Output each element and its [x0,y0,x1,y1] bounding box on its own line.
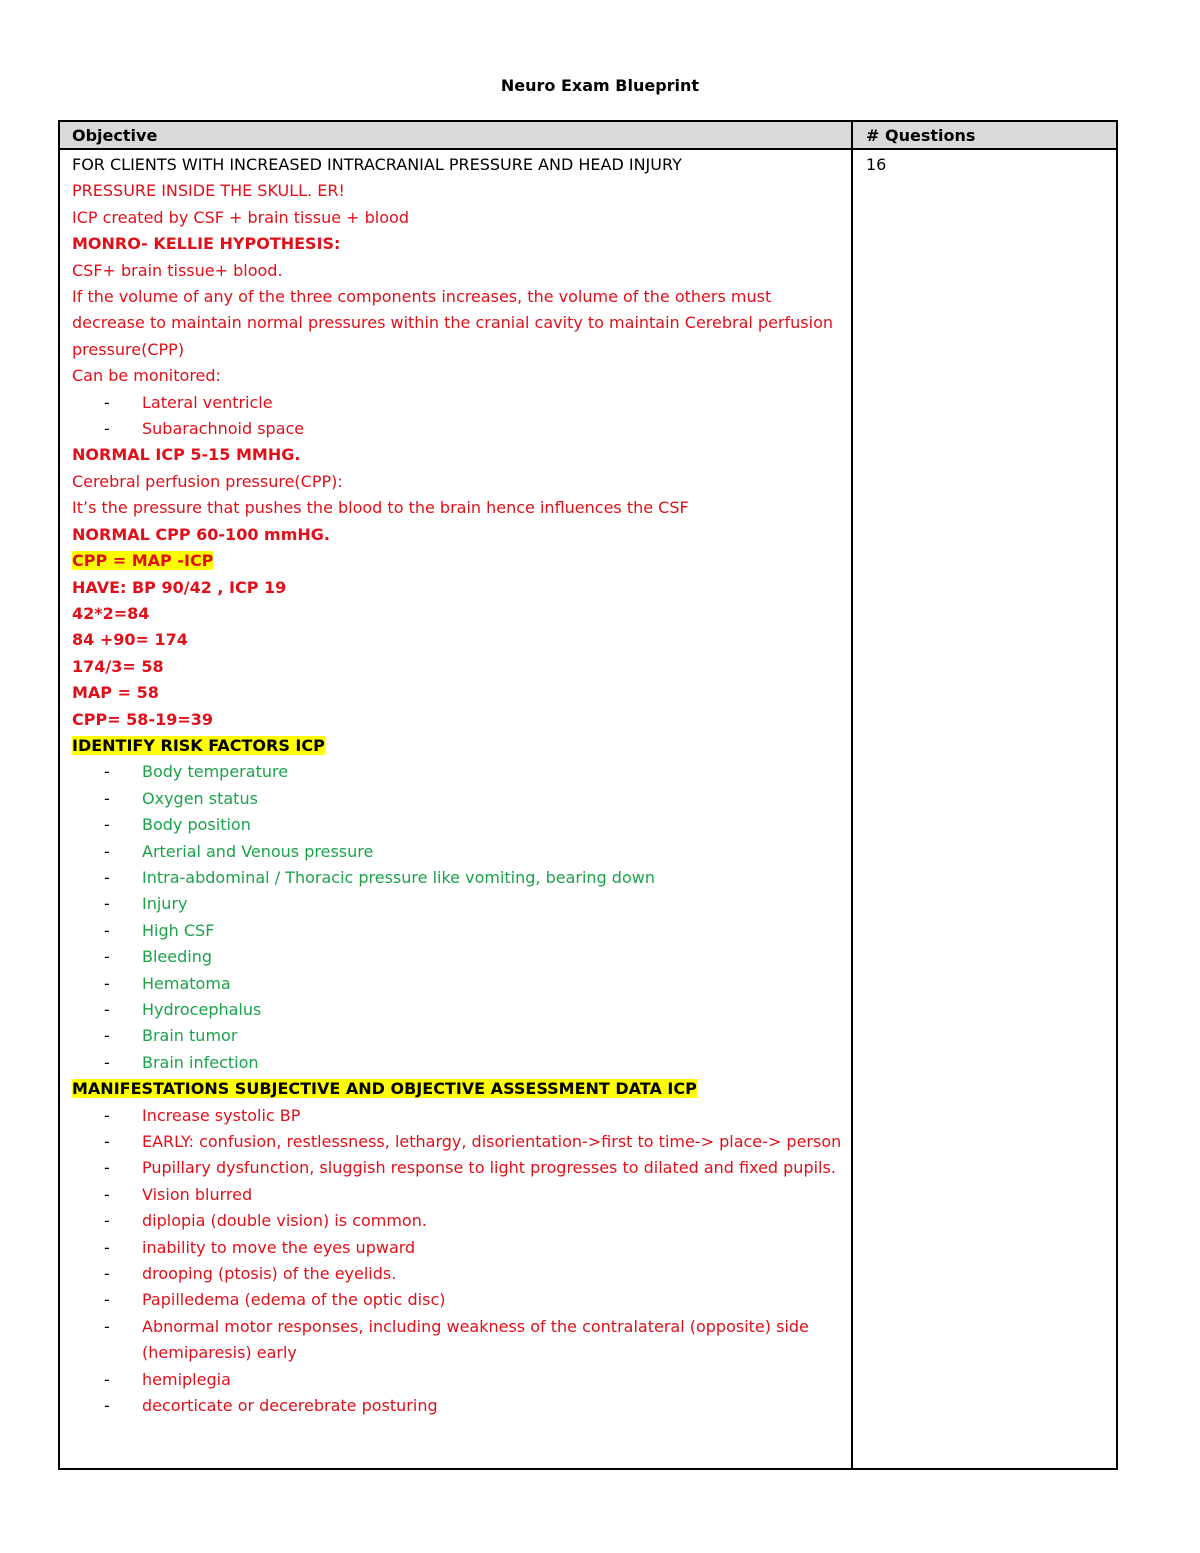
bullet-dash-icon: - [104,1105,110,1125]
line-text: NORMAL ICP 5-15 MMHG. [72,445,301,465]
line-text: MANIFESTATIONS SUBJECTIVE AND OBJECTIVE ASSESSMENT DATA ICP [72,1079,697,1099]
text-line [72,680,842,706]
text-line [72,231,842,257]
text-line [72,522,842,548]
bullet-item [72,839,842,865]
bullet-item [72,1129,842,1155]
line-text: 42*2=84 [72,603,150,623]
bullet-item [72,390,842,416]
text-line [72,707,842,733]
text-line [72,284,842,363]
line-text: It’s the pressure that pushes the blood to the brain hence influences the CSF [72,498,689,518]
text-line [72,442,842,468]
bullet-dash-icon: - [104,1184,110,1204]
bullet-text: drooping (ptosis) of the eyelids. [142,1264,397,1284]
column-divider [851,122,853,1468]
line-text: 174/3= 58 [72,656,164,676]
objective-cell [72,152,842,1420]
bullet-dash-icon: - [104,815,110,835]
bullet-dash-icon: - [104,947,110,967]
header-questions: # Questions [866,126,976,145]
bullet-dash-icon: - [104,1132,110,1152]
bullet-dash-icon: - [104,392,110,412]
bullet-item [72,944,842,970]
bullet-item [72,786,842,812]
bullet-item [72,812,842,838]
line-text: PRESSURE INSIDE THE SKULL. ER! [72,181,345,201]
bullet-item [72,1393,842,1419]
bullet-item [72,1287,842,1313]
bullet-text: Arterial and Venous pressure [142,841,374,861]
section-heading [72,548,842,574]
text-line [72,654,842,680]
bullet-text: Pupillary dysfunction, sluggish response to light progresses to dilated and fixed pupils. [142,1158,836,1178]
bullet-dash-icon: - [104,1396,110,1416]
bullet-text: Oxygen status [142,788,258,808]
section-heading [72,1076,842,1102]
blueprint-table [58,120,1118,1470]
bullet-item [72,1314,842,1367]
bullet-text: Intra-abdominal / Thoracic pressure like vomiting, bearing down [142,867,655,887]
bullet-item [72,865,842,891]
line-text: CPP = MAP -ICP [72,551,214,571]
bullet-text: Papilledema (edema of the optic disc) [142,1290,446,1310]
bullet-text: hemiplegia [142,1369,231,1389]
bullet-text: diplopia (double vision) is common. [142,1211,427,1231]
bullet-text: Injury [142,894,188,914]
text-line [72,205,842,231]
bullet-item [72,1103,842,1129]
bullet-text: High CSF [142,920,215,940]
bullet-dash-icon: - [104,1158,110,1178]
bullet-text: Vision blurred [142,1184,253,1204]
bullet-item [72,1261,842,1287]
bullet-dash-icon: - [104,1237,110,1257]
bullet-item [72,1208,842,1234]
line-text: Can be monitored: [72,366,221,386]
bullet-text: EARLY: confusion, restlessness, lethargy, disorientation->first to time-> place-> person [142,1132,842,1152]
bullet-dash-icon: - [104,841,110,861]
line-text: MONRO- KELLIE HYPOTHESIS: [72,234,341,254]
bullet-text: Subarachnoid space [142,419,305,439]
bullet-dash-icon: - [104,1026,110,1046]
bullet-dash-icon: - [104,1316,110,1336]
bullet-item [72,891,842,917]
line-text: IDENTIFY RISK FACTORS ICP [72,735,325,755]
line-text: CSF+ brain tissue+ blood. [72,260,283,280]
bullet-text: Body position [142,815,251,835]
bullet-text: Hydrocephalus [142,1000,262,1019]
bullet-dash-icon: - [104,1052,110,1072]
bullet-item [72,1023,842,1049]
bullet-text: Abnormal motor responses, including weakness of the contralateral (opposite) side (hemiparesis) early [142,1316,809,1363]
bullet-text: decorticate or decerebrate posturing [142,1396,438,1416]
text-line [72,495,842,521]
text-line [72,627,842,653]
bullet-dash-icon: - [104,867,110,887]
bullet-dash-icon: - [104,1264,110,1284]
line-text: ICP created by CSF + brain tissue + blood [72,207,409,227]
line-text: FOR CLIENTS WITH INCREASED INTRACRANIAL PRESSURE AND HEAD INJURY [72,155,682,174]
text-line [72,469,842,495]
bullet-item [72,416,842,442]
text-line [72,601,842,627]
bullet-text: Brain tumor [142,1026,238,1046]
bullet-item [72,1182,842,1208]
line-text: NORMAL CPP 60-100 mmHG. [72,524,330,544]
bullet-dash-icon: - [104,1211,110,1231]
text-line [72,575,842,601]
bullet-text: Hematoma [142,973,231,993]
header-objective: Objective [72,126,158,145]
bullet-item [72,759,842,785]
bullet-dash-icon: - [104,1290,110,1310]
questions-count: 16 [866,155,887,174]
bullet-item [72,997,842,1023]
bullet-item [72,1235,842,1261]
table-header-row [60,122,1116,150]
bullet-item [72,1155,842,1181]
bullet-item [72,1367,842,1393]
line-text: MAP = 58 [72,683,159,703]
line-text: HAVE: BP 90/42 , ICP 19 [72,577,287,597]
bullet-dash-icon: - [104,788,110,808]
bullet-text: Increase systolic BP [142,1105,301,1125]
text-line [72,178,842,204]
bullet-dash-icon: - [104,894,110,914]
bullet-item [72,918,842,944]
line-text: 84 +90= 174 [72,630,188,650]
text-line [72,152,842,178]
section-heading [72,733,842,759]
bullet-dash-icon: - [104,973,110,993]
line-text: Cerebral perfusion pressure(CPP): [72,471,343,491]
text-line [72,363,842,389]
bullet-text: Lateral ventricle [142,392,273,412]
bullet-item [72,1050,842,1076]
page-title: Neuro Exam Blueprint [500,76,700,95]
bullet-dash-icon: - [104,419,110,439]
bullet-dash-icon: - [104,920,110,940]
bullet-dash-icon: - [104,762,110,782]
text-line [72,258,842,284]
bullet-text: Bleeding [142,947,213,967]
bullet-text: inability to move the eyes upward [142,1237,416,1257]
bullet-text: Brain infection [142,1052,259,1072]
bullet-dash-icon: - [104,1000,110,1019]
line-text: If the volume of any of the three components increases, the volume of the others must decrease to maintain normal pressures within the cranial cavity to maintain Cerebral perfusion pressure(CPP) [72,287,833,359]
bullet-dash-icon: - [104,1369,110,1389]
bullet-text: Body temperature [142,762,289,782]
line-text: CPP= 58-19=39 [72,709,214,729]
bullet-item [72,971,842,997]
